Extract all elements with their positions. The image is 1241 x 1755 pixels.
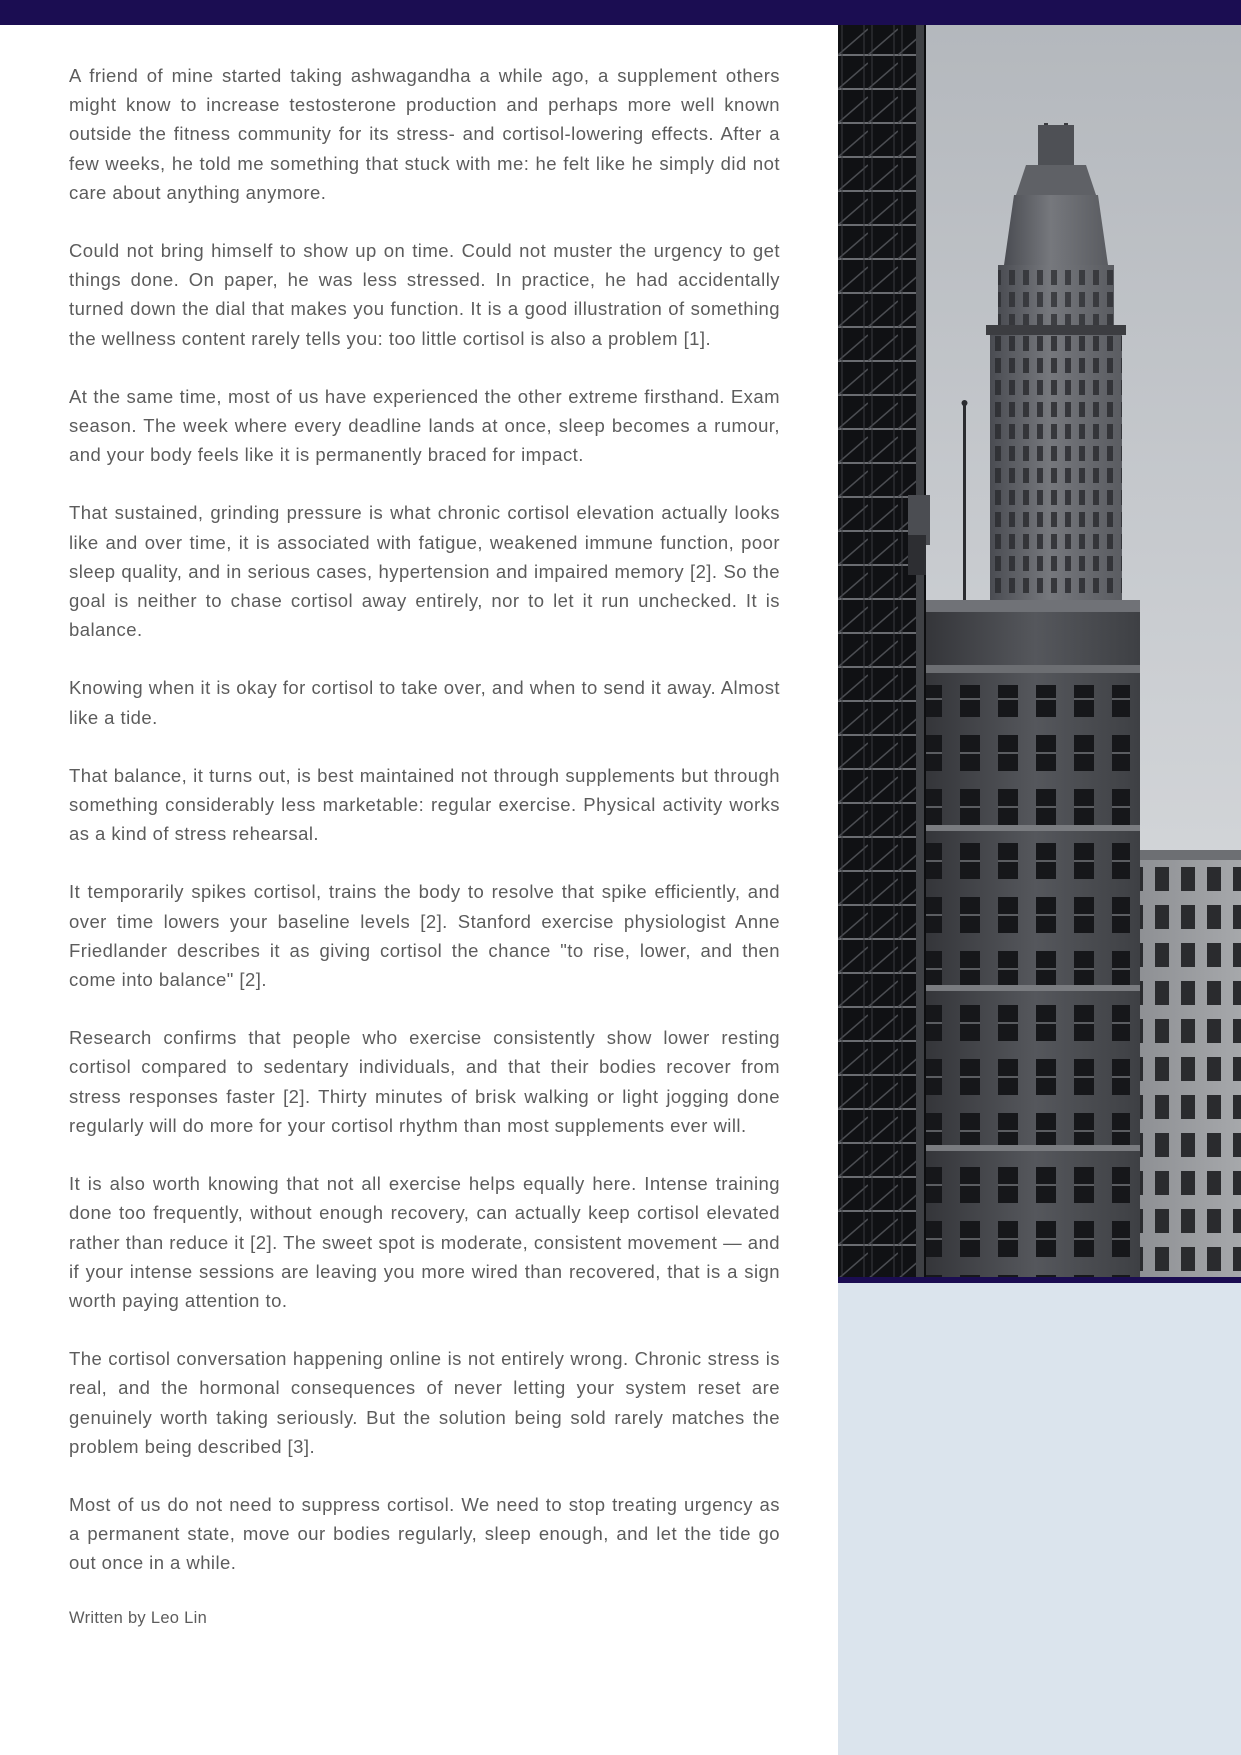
article-paragraph-11: Most of us do not need to suppress cortisol. We need to stop treating urgency as a permanent state, move our bodies regularly, sleep enough, and let the tide go out once in a while. bbox=[69, 1493, 780, 1574]
article-paragraph-3: At the same time, most of us have experienced the other extreme firsthand. Exam season. The week where every deadline lands at once, sleep becomes a rumour, and your body feels like it is permanently braced for impact. bbox=[69, 385, 780, 466]
article-body bbox=[69, 61, 780, 1629]
article-paragraph-10: The cortisol conversation happening online is not entirely wrong. Chronic stress is real, and the hormonal consequences of never letting your system reset are genuinely worth taking seriously. But the solution being sold rarely matches the problem being described [3]. bbox=[69, 1348, 780, 1457]
article-paragraph-6: That balance, it turns out, is best maintained not through supplements but through something considerably less marketable: regular exercise. Physical activity works as a kind of stress rehearsal. bbox=[69, 764, 780, 845]
article-paragraph-1: A friend of mine started taking ashwagandha a while ago, a supplement others might know to increase testosterone production and perhaps more well known outside the fitness community for its stress- and cortisol-lowering effects. After a few weeks, he told me something that stuck with me: he felt like he simply did not care about anything anymore. bbox=[69, 65, 780, 203]
author-byline: Written by Leo Lin bbox=[69, 1608, 208, 1627]
article-paragraph-5: Knowing when it is okay for cortisol to take over, and when to send it away. Almost like a tide. bbox=[69, 677, 780, 728]
article-paragraph-7: It temporarily spikes cortisol, trains the body to resolve that spike efficiently, and over time lowers your baseline levels [2]. Stanford exercise physiologist Anne Friedlander describes it as giving cortisol the chance "to rise, lower, and then come into balance" [2]. bbox=[69, 881, 780, 991]
article-paragraph-2: Could not bring himself to show up on time. Could not muster the urgency to get things done. On paper, he was less stressed. In practice, he had accidentally turned down the dial that makes you function. It is a good illustration of something the wellness content rarely tells you: too little cortisol is also a problem [1]. bbox=[69, 240, 780, 349]
photo-bottom-rule bbox=[838, 1277, 1241, 1283]
top-accent-bar bbox=[0, 0, 1241, 25]
article-paragraph-9: It is also worth knowing that not all exercise helps equally here. Intense training done too frequently, without enough recovery, can actually keep cortisol elevated rather than reduce it [2]. The sweet spot is moderate, consistent movement — and if your intense sessions are leaving you more wired than recovered, that is a sign worth paying attention to. bbox=[69, 1173, 780, 1311]
article-paragraph-4: That sustained, grinding pressure is what chronic cortisol elevation actually looks like and over time, it is associated with fatigue, weakened immune function, poor sleep quality, and in serious cases, hypertension and impaired memory [2]. So the goal is neither to chase cortisol away entirely, nor to let it run unchecked. It is balance. bbox=[69, 502, 780, 641]
article-paragraph-8: Research confirms that people who exercise consistently show lower resting cortisol compared to sedentary individuals, and that their bodies recover from stress responses faster [2]. Thirty minutes of brisk walking or light jogging done regularly will do more for your cortisol rhythm than most supplements ever will. bbox=[69, 1027, 780, 1136]
skyscraper-photo bbox=[838, 25, 1241, 1277]
